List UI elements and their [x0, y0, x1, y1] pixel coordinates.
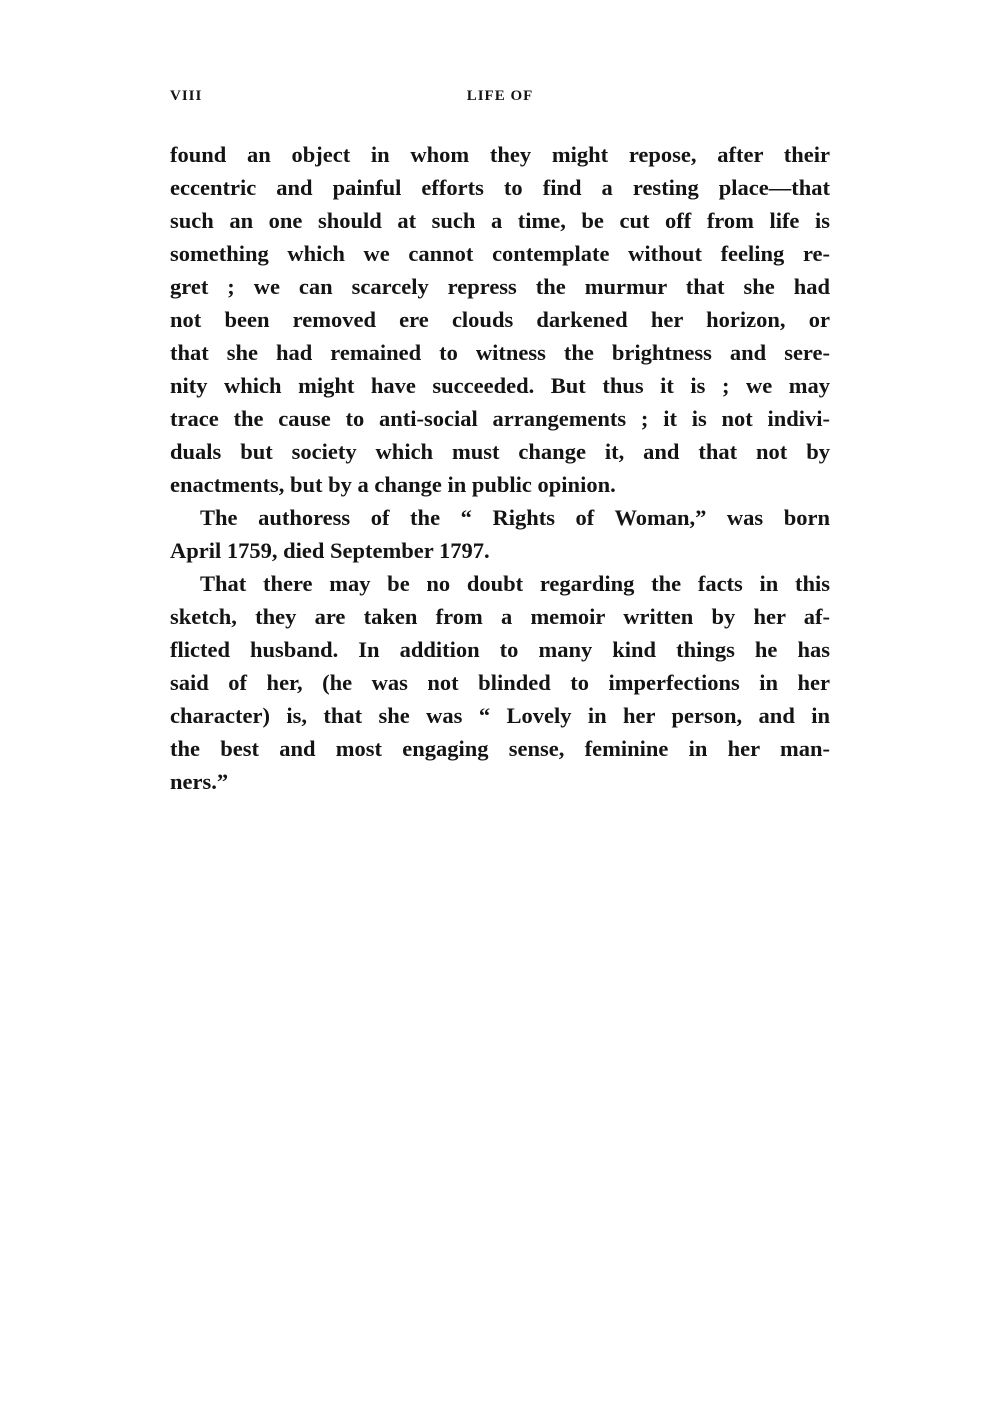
paragraph-birth-death [170, 501, 830, 567]
text-line: something which we cannot contemplate without feeling re- [170, 241, 830, 266]
text-line: that she had remained to witness the brightness and sere- [170, 340, 830, 365]
text-line: found an object in whom they might repose, after their [170, 142, 830, 167]
paragraph-continuation [170, 138, 830, 501]
paragraph-memoir [170, 567, 830, 798]
text-line: enactments, but by a change in public opinion. [170, 472, 616, 497]
text-line: eccentric and painful efforts to find a resting place—that [170, 175, 830, 200]
text-line: The authoress of the “ Rights of Woman,” was born [200, 505, 830, 530]
text-line: sketch, they are taken from a memoir written by her af- [170, 604, 830, 629]
text-line: trace the cause to anti-social arrangements ; it is not indivi- [170, 406, 830, 431]
running-head [170, 88, 830, 114]
text-line: not been removed ere clouds darkened her horizon, or [170, 307, 830, 332]
text-line: character) is, that she was “ Lovely in her person, and in [170, 703, 830, 728]
running-title: LIFE OF [466, 88, 534, 104]
text-line: nity which might have succeeded. But thus it is ; we may [170, 373, 830, 398]
text-line: April 1759, died September 1797. [170, 538, 490, 563]
text-line: said of her, (he was not blinded to imperfections in her [170, 670, 830, 695]
text-line: such an one should at such a time, be cut off from life is [170, 208, 830, 233]
text-line: That there may be no doubt regarding the facts in this [200, 571, 830, 596]
text-line: duals but society which must change it, and that not by [170, 439, 830, 464]
page-number: VIII [170, 88, 203, 104]
text-line: the best and most engaging sense, feminine in her man- [170, 736, 830, 761]
text-line: gret ; we can scarcely repress the murmur that she had [170, 274, 830, 299]
body-text [170, 138, 830, 798]
text-line: ners.” [170, 769, 229, 794]
text-line: flicted husband. In addition to many kind things he has [170, 637, 830, 662]
